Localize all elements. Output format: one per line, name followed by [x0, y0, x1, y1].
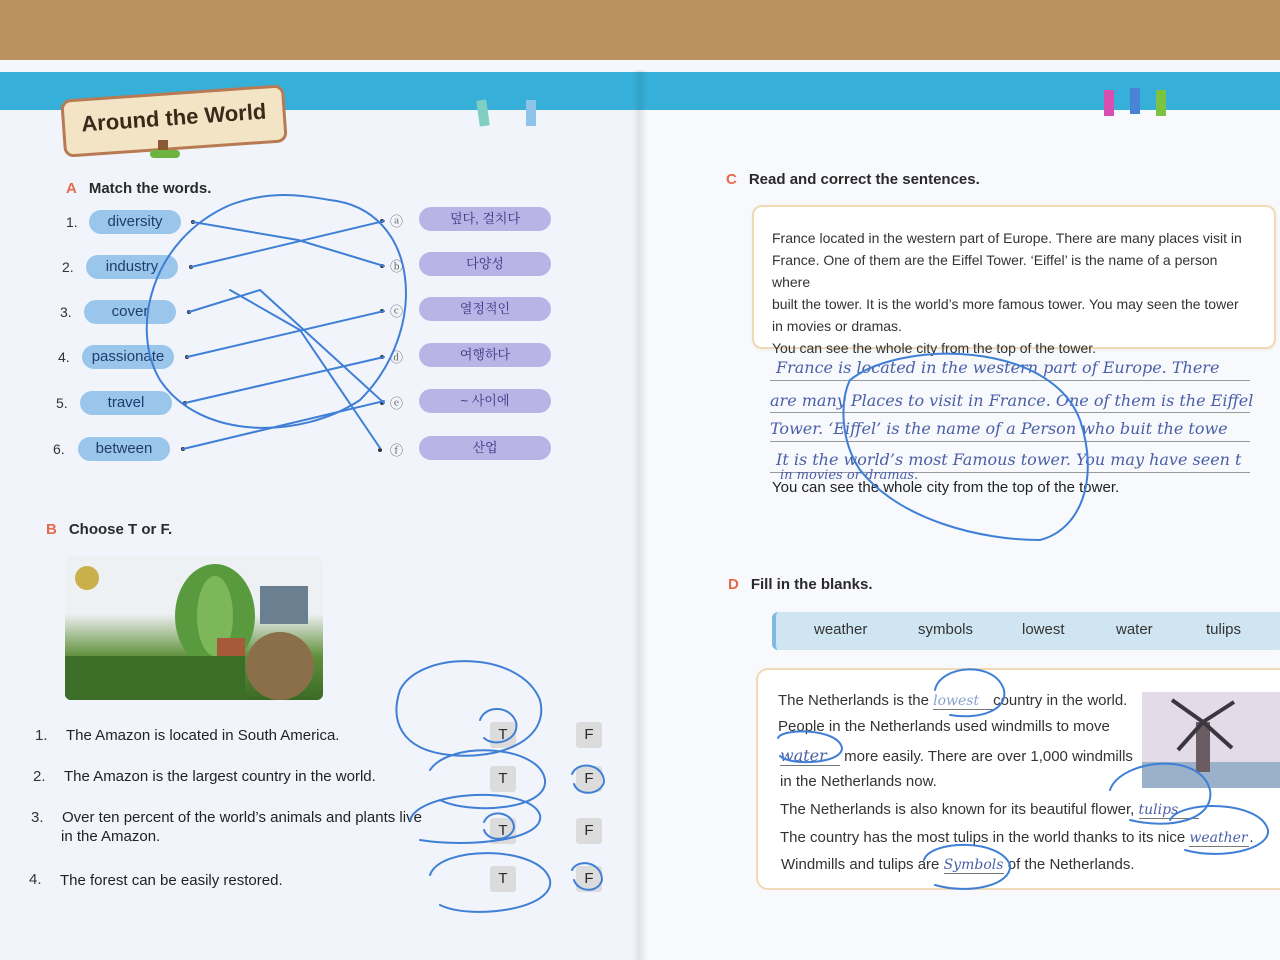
- fill-sentence: People in the Netherlands used windmills to move: [778, 718, 1110, 735]
- passage-line: in movies or dramas.: [772, 318, 902, 334]
- statement: The Amazon is the largest country in the world.: [64, 768, 376, 785]
- amazon-collage-icon: [65, 556, 323, 700]
- true-box[interactable]: T: [490, 722, 516, 748]
- passage-last-line: You can see the whole city from the top of the tower.: [772, 479, 1120, 496]
- match-dot: [380, 219, 384, 223]
- passage-box: [752, 205, 1276, 356]
- item-number: 1.: [35, 727, 48, 744]
- section-c-heading: C Read and correct the sentences.: [726, 171, 980, 188]
- handwritten-answer: France is located in the western part of Europe. There: [776, 358, 1220, 377]
- writing-line: [770, 441, 1250, 442]
- handwritten-answer: in movies or dramas.: [780, 468, 919, 483]
- passage-line: France. One of them are the Eiffel Tower. ‘Eiffel’ is the name of a person where: [772, 252, 1218, 290]
- match-dot: [380, 264, 384, 268]
- true-box[interactable]: T: [490, 866, 516, 892]
- fill-sentence: The Netherlands is also known for its beautiful flower, tulips .: [780, 801, 1203, 818]
- option-letter: ⓓ: [390, 350, 404, 365]
- match-dot: [183, 401, 187, 405]
- section-b-heading: B Choose T or F.: [46, 521, 173, 538]
- word-pill: passionate: [82, 345, 174, 369]
- section-d-heading: D Fill in the blanks.: [728, 576, 873, 593]
- match-dot: [380, 355, 384, 359]
- word-bank: [772, 612, 1280, 650]
- match-dot: [185, 355, 189, 359]
- fill-sentence: Windmills and tulips are Symbols of the Netherlands.: [781, 856, 1135, 873]
- option-letter: ⓕ: [390, 443, 404, 458]
- passage-line: You can see the whole city from the top of the tower.: [772, 340, 1097, 356]
- false-box[interactable]: F: [576, 766, 602, 792]
- match-dot: [189, 265, 193, 269]
- word-pill: travel: [80, 391, 172, 415]
- item-number: 4.: [58, 349, 70, 365]
- writing-line: [770, 380, 1250, 381]
- bank-word: symbols: [918, 621, 974, 638]
- fill-sentence: The country has the most tulips in the world thanks to its nice weather .: [780, 829, 1254, 846]
- fill-sentence: in the Netherlands now.: [780, 773, 937, 790]
- statement: The forest can be easily restored.: [60, 872, 283, 889]
- item-number: 3.: [31, 809, 44, 826]
- false-box[interactable]: F: [576, 866, 602, 892]
- item-number: 2.: [62, 259, 74, 275]
- word-pill: between: [78, 437, 170, 461]
- korean-pill: 여행하다: [419, 343, 551, 367]
- true-box[interactable]: T: [490, 766, 516, 792]
- deco-tab-icon: [1104, 90, 1114, 116]
- option-letter: ⓒ: [390, 304, 404, 319]
- writing-line: [770, 412, 1250, 413]
- statement: Over ten percent of the world’s animals and plants live: [62, 809, 422, 826]
- option-letter: ⓑ: [390, 259, 404, 274]
- handwritten-answer: Tower. ‘Eiffel’ is the name of a Person who buit the towe: [770, 419, 1228, 438]
- grass-icon: [150, 150, 180, 158]
- korean-pill: 열정적인: [419, 297, 551, 321]
- korean-pill: ~ 사이에: [419, 389, 551, 413]
- bank-word: water: [1116, 621, 1153, 638]
- windmill-icon: [1142, 692, 1280, 788]
- korean-pill: 산업: [419, 436, 551, 460]
- word-pill: diversity: [89, 210, 181, 234]
- item-number: 5.: [56, 395, 68, 411]
- korean-pill: 다양성: [419, 252, 551, 276]
- passage-line: France located in the western part of Europe. There are many places visit in: [772, 230, 1242, 246]
- handwritten-answer: are many Places to visit in France. One of them is the Eiffel: [770, 391, 1254, 410]
- page-title: Around the World: [80, 98, 268, 137]
- section-a-heading: A Match the words.: [66, 180, 212, 197]
- match-dot: [380, 309, 384, 313]
- word-pill: industry: [86, 255, 178, 279]
- item-number: 1.: [66, 214, 78, 230]
- passage-line: built the tower. It is the world’s more famous tower. You may seen the tower: [772, 296, 1239, 312]
- item-number: 6.: [53, 441, 65, 457]
- statement: in the Amazon.: [61, 828, 161, 845]
- deco-tab-icon: [1130, 88, 1140, 114]
- deco-tab-icon: [1156, 90, 1166, 116]
- match-dot: [181, 447, 185, 451]
- match-dot: [187, 310, 191, 314]
- item-number: 2.: [33, 768, 46, 785]
- false-box[interactable]: F: [576, 722, 602, 748]
- option-letter: ⓐ: [390, 214, 404, 229]
- word-pill: cover: [84, 300, 176, 324]
- fill-sentence: The Netherlands is the lowest country in the world.: [778, 692, 1128, 709]
- bank-word: weather: [814, 621, 868, 638]
- deco-tab-icon: [526, 100, 536, 126]
- false-box[interactable]: F: [576, 818, 602, 844]
- item-number: 3.: [60, 304, 72, 320]
- item-number: 4.: [29, 871, 42, 888]
- bank-word: tulips: [1206, 621, 1242, 638]
- korean-pill: 덮다, 걸치다: [419, 207, 551, 231]
- bank-word: lowest: [1022, 621, 1065, 638]
- book-gutter: [632, 70, 648, 960]
- statement: The Amazon is located in South America.: [66, 727, 340, 744]
- fill-sentence: water more easily. There are over 1,000 windmills: [780, 746, 1133, 765]
- true-box[interactable]: T: [490, 818, 516, 844]
- option-letter: ⓔ: [390, 396, 404, 411]
- match-dot: [380, 401, 384, 405]
- match-dot: [378, 448, 382, 452]
- match-dot: [191, 220, 195, 224]
- handwritten-answer: It is the world’s most Famous tower. You may have seen t: [776, 450, 1242, 469]
- amazon-photo: [65, 556, 323, 700]
